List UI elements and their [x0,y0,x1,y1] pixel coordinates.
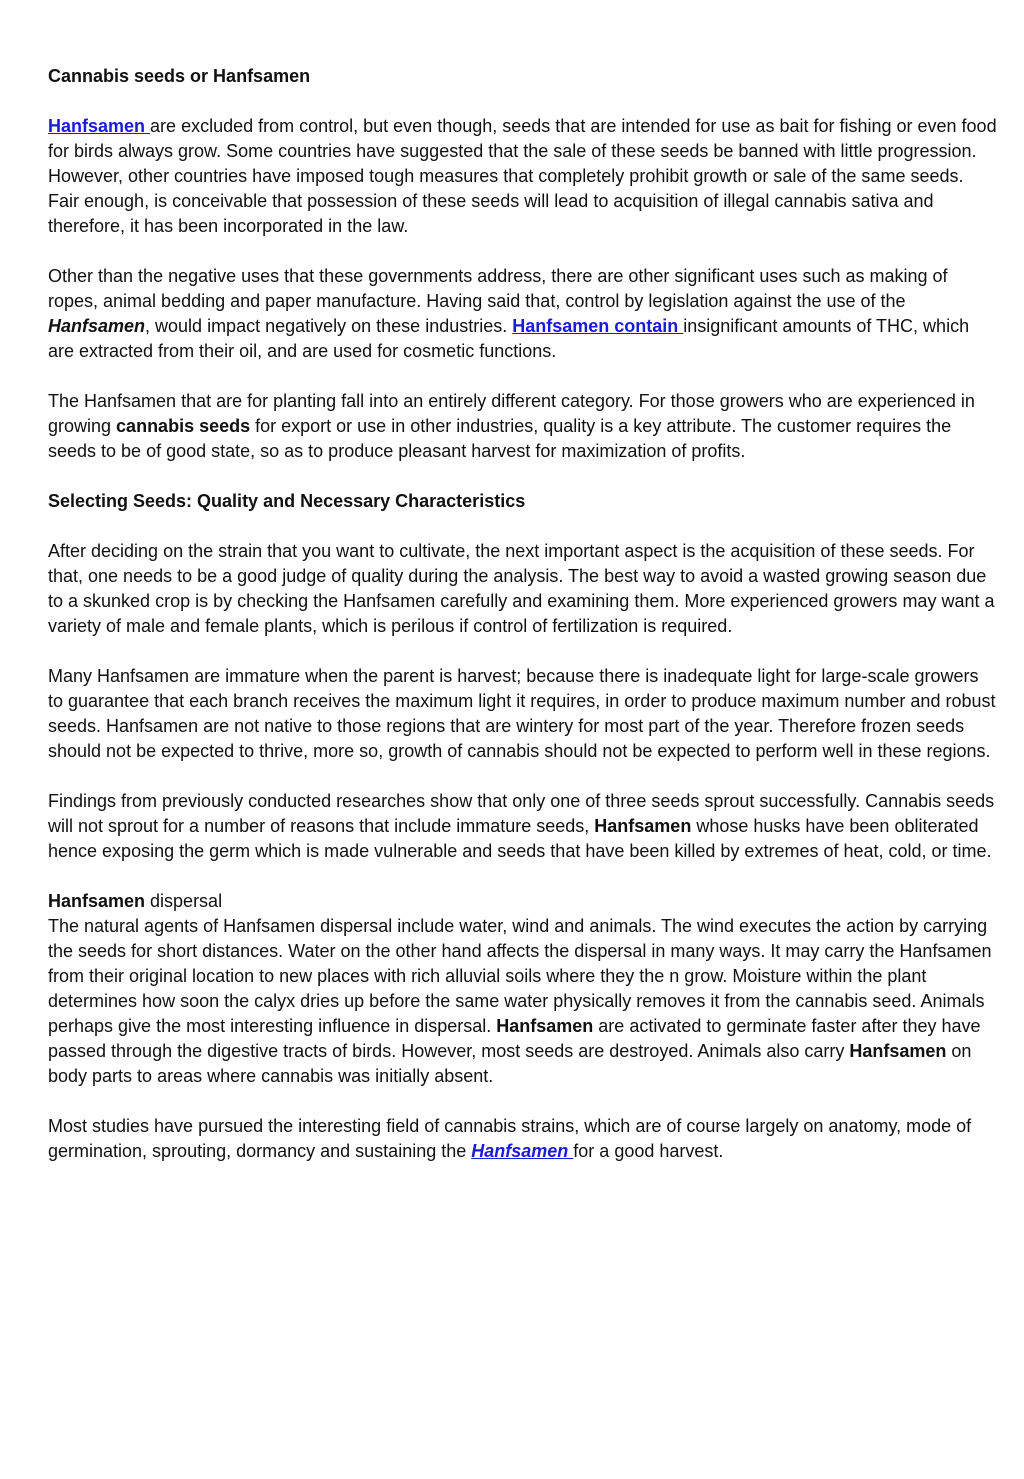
document-page [48,64,998,1189]
paragraph-3-bold: cannabis seeds [116,416,251,436]
paragraph-2-text-c: insignificant amounts of THC, which are extracted from their oil, and are used for cosmetic functions. [48,316,970,361]
paragraph-7 [48,914,998,1089]
paragraph-6-text-b: whose husks have been obliterated hence exposing the germ which is made vulnerable and seeds that have been killed by extremes of heat, cold, or time. [48,816,992,861]
paragraph-8-text-b: for a good harvest. [573,1141,724,1161]
paragraph-2-emphasis: Hanfsamen [48,316,146,336]
paragraph-6 [48,789,998,864]
paragraph-5: Many Hanfsamen are immature when the parent is harvest; because there is inadequate light for large-scale growers to guarantee that each branch receives the maximum light it requires, in order to produce maximum number and robust seeds. Hanfsamen are not native to those regions that are wintery for most part of the year. Therefore frozen seeds should not be expected to thrive, more so, growth of cannabis should not be expected to perform well in these regions. [48,666,996,761]
document-title: Cannabis seeds or Hanfsamen [48,66,311,86]
paragraph-3-text-b: for export or use in other industries, quality is a key attribute. The customer requires the seeds to be of good state, so as to produce pleasant harvest for maximization of profits. [48,416,952,461]
hanfsamen-contain-link[interactable]: Hanfsamen contain [512,316,684,336]
paragraph-7-text-b: are activated to germinate faster after they have passed through the digestive tracts of birds. However, most seeds are destroyed. Animals also carry [48,1016,981,1061]
section-heading-dispersal [48,889,998,914]
paragraph-2-text-a: Other than the negative uses that these governments address, there are other significant uses such as making of ropes, animal bedding and paper manufacture. Having said that, control by legislation against the use of the [48,266,948,311]
paragraph-3 [48,389,998,464]
paragraph-3-text-a: The Hanfsamen that are for planting fall into an entirely different category. For those growers who are experienced in growing [48,391,975,436]
paragraph-7-text-c: on body parts to areas where cannabis was initially absent. [48,1041,972,1086]
paragraph-4: After deciding on the strain that you want to cultivate, the next important aspect is the acquisition of these seeds. For that, one needs to be a good judge of quality during the analysis. The best way to avoid a wasted growing season due to a skunked crop is by checking the Hanfsamen carefully and examining them. More experienced growers may want a variety of male and female plants, which is perilous if control of fertilization is required. [48,541,995,636]
paragraph-7-text-a: The natural agents of Hanfsamen dispersal include water, wind and animals. The wind executes the action by carrying the seeds for short distances. Water on the other hand affects the dispersal in many ways. It may carry the Hanfsamen from their original location to new places with rich alluvial soils where they the n grow. Moisture within the plant determines how soon the calyx dries up before the same water physically removes it from the cannabis seed. Animals perhaps give the most interesting influence in dispersal. [48,916,992,1036]
paragraph-8 [48,1114,998,1164]
paragraph-1-text: are excluded from control, but even though, seeds that are intended for use as bait for fishing or even food for birds always grow. Some countries have suggested that the sale of these seeds be banned with little progression. However, other countries have imposed tough measures that completely prohibit growth or sale of the same seeds. Fair enough, is conceivable that possession of these seeds will lead to acquisition of illegal cannabis sativa and therefore, it has been incorporated in the law. [48,116,997,236]
paragraph-7-bold-b: Hanfsamen [849,1041,947,1061]
hanfsamen-link-2[interactable]: Hanfsamen [471,1141,574,1161]
dispersal-heading-text: dispersal [145,891,223,911]
dispersal-heading-bold: Hanfsamen [48,891,146,911]
paragraph-8-text-a: Most studies have pursued the interesting field of cannabis strains, which are of course largely on anatomy, mode of germination, sprouting, dormancy and sustaining the [48,1116,972,1161]
paragraph-2 [48,264,998,364]
paragraph-2-text-b: , would impact negatively on these industries. [145,316,513,336]
paragraph-1 [48,114,998,239]
paragraph-6-text-a: Findings from previously conducted researches show that only one of three seeds sprout successfully. Cannabis seeds will not sprout for a number of reasons that include immature seeds, [48,791,995,836]
paragraph-7-bold-a: Hanfsamen [496,1016,594,1036]
section-heading-selecting-seeds: Selecting Seeds: Quality and Necessary Characteristics [48,491,526,511]
paragraph-6-bold: Hanfsamen [594,816,692,836]
hanfsamen-link-1[interactable]: Hanfsamen [48,116,151,136]
